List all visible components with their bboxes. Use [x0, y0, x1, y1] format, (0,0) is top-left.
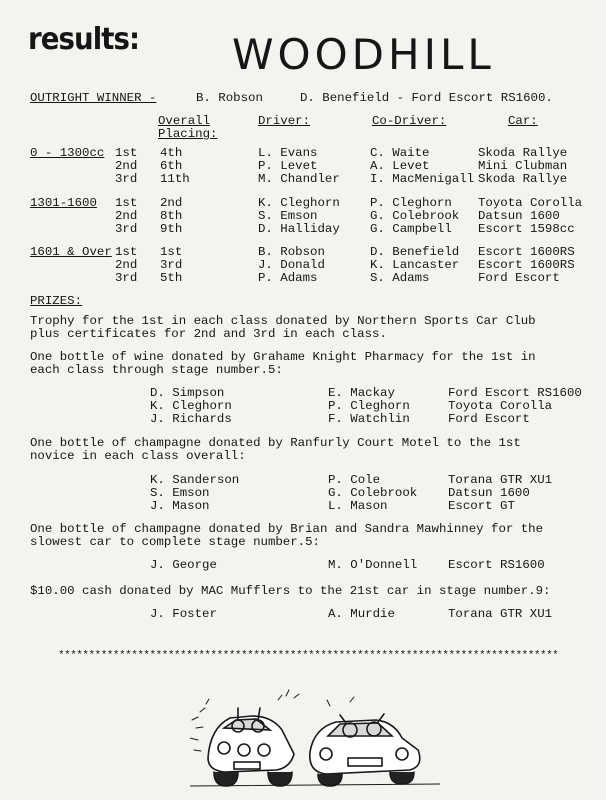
overall-place: 6th	[160, 159, 183, 173]
trophy-text: plus certificates for 2nd and 3rd in each class.	[30, 327, 387, 341]
codriver: G. Colebrook	[328, 486, 418, 500]
champagne1-text: novice in each class overall:	[30, 449, 246, 463]
class-name: 1301-1600	[30, 196, 97, 210]
codriver: D. Benefield	[370, 245, 460, 259]
overall-place: 9th	[160, 222, 183, 236]
driver: K. Cleghorn	[150, 399, 232, 413]
codriver: P. Cole	[328, 473, 381, 487]
codriver: P. Cleghorn	[328, 399, 410, 413]
codriver: K. Lancaster	[370, 258, 460, 272]
car: Ford Escort	[448, 412, 530, 426]
driver: S. Emson	[150, 486, 210, 500]
car: Toyota Corolla	[448, 399, 553, 413]
car: Ford Escort RS1600	[448, 386, 582, 400]
codriver: G. Campbell	[370, 222, 452, 236]
col-codriver: Co-Driver:	[372, 114, 447, 128]
overall-place: 11th	[160, 172, 190, 186]
codriver: F. Watchlin	[328, 412, 410, 426]
class-place: 1st	[115, 196, 138, 210]
car: Escort 1600RS	[478, 245, 575, 259]
cash-text: $10.00 cash donated by MAC Mufflers to the 21st car in stage number.9:	[30, 584, 551, 598]
codriver: E. Mackay	[328, 386, 395, 400]
overall-place: 8th	[160, 209, 183, 223]
codriver: M. O'Donnell	[328, 558, 418, 572]
overall-place: 1st	[160, 245, 183, 259]
rally-cars-cartoon	[190, 676, 440, 788]
car: Escort 1600RS	[478, 258, 575, 272]
car: Datsun 1600	[448, 486, 530, 500]
overall-place: 4th	[160, 146, 183, 160]
car: Toyota Corolla	[478, 196, 583, 210]
codriver: L. Mason	[328, 499, 388, 513]
class-name: 0 - 1300cc	[30, 146, 105, 160]
overall-place: 2nd	[160, 196, 183, 210]
car: Mini Clubman	[478, 159, 568, 173]
driver: M. Chandler	[258, 172, 340, 186]
outright-codriver-car: D. Benefield - Ford Escort RS1600.	[300, 91, 553, 105]
car: Escort RS1600	[448, 558, 545, 572]
driver: J. George	[150, 558, 217, 572]
class-place: 2nd	[115, 209, 138, 223]
wine-text: One bottle of wine donated by Grahame Knight Pharmacy for the 1st in	[30, 350, 536, 364]
car: Torana GTR XU1	[448, 473, 553, 487]
car: Datsun 1600	[478, 209, 560, 223]
driver: L. Evans	[258, 146, 318, 160]
car: Torana GTR XU1	[448, 607, 553, 621]
champagne2-text: One bottle of champagne donated by Brian and Sandra Mawhinney for the	[30, 522, 544, 536]
class-place: 3rd	[115, 222, 138, 236]
class-place: 3rd	[115, 271, 138, 285]
codriver: A. Murdie	[328, 607, 395, 621]
driver: J. Foster	[150, 607, 217, 621]
champagne2-text: slowest car to complete stage number.5:	[30, 535, 320, 549]
driver: J. Donald	[258, 258, 325, 272]
driver: B. Robson	[258, 245, 325, 259]
codriver: I. MacMenigall	[370, 172, 475, 186]
class-name: 1601 & Over	[30, 245, 112, 259]
overall-place: 3rd	[160, 258, 183, 272]
car: Escort 1598cc	[478, 222, 575, 236]
col-car: Car:	[508, 114, 538, 128]
driver: D. Halliday	[258, 222, 340, 236]
car: Escort GT	[448, 499, 515, 513]
star-divider: **********************************************************************************	[58, 650, 558, 662]
overall-place: 5th	[160, 271, 183, 285]
car: Skoda Rallye	[478, 146, 568, 160]
col-overall-1: Overall	[158, 114, 211, 128]
driver: P. Levet	[258, 159, 318, 173]
codriver: A. Levet	[370, 159, 430, 173]
driver: P. Adams	[258, 271, 318, 285]
col-driver: Driver:	[258, 114, 311, 128]
codriver: P. Cleghorn	[370, 196, 452, 210]
champagne1-text: One bottle of champagne donated by Ranfurly Court Motel to the 1st	[30, 436, 521, 450]
driver: J. Richards	[150, 412, 232, 426]
driver: K. Sanderson	[150, 473, 240, 487]
codriver: C. Waite	[370, 146, 430, 160]
codriver: S. Adams	[370, 271, 430, 285]
class-place: 1st	[115, 245, 138, 259]
class-place: 2nd	[115, 258, 138, 272]
wine-text: each class through stage number.5:	[30, 363, 283, 377]
trophy-text: Trophy for the 1st in each class donated by Northern Sports Car Club	[30, 314, 536, 328]
event-title: WOODHILL	[232, 30, 495, 79]
class-place: 2nd	[115, 159, 138, 173]
car: Skoda Rallye	[478, 172, 568, 186]
results-label: results:	[28, 22, 140, 57]
class-place: 1st	[115, 146, 138, 160]
driver: J. Mason	[150, 499, 210, 513]
driver: S. Emson	[258, 209, 318, 223]
driver: D. Simpson	[150, 386, 225, 400]
outright-label: OUTRIGHT WINNER -	[30, 91, 157, 105]
codriver: G. Colebrook	[370, 209, 460, 223]
driver: K. Cleghorn	[258, 196, 340, 210]
prizes-heading: PRIZES:	[30, 294, 83, 308]
class-place: 3rd	[115, 172, 138, 186]
outright-driver: B. Robson	[196, 91, 263, 105]
col-overall-2: Placing:	[158, 127, 218, 141]
car: Ford Escort	[478, 271, 560, 285]
